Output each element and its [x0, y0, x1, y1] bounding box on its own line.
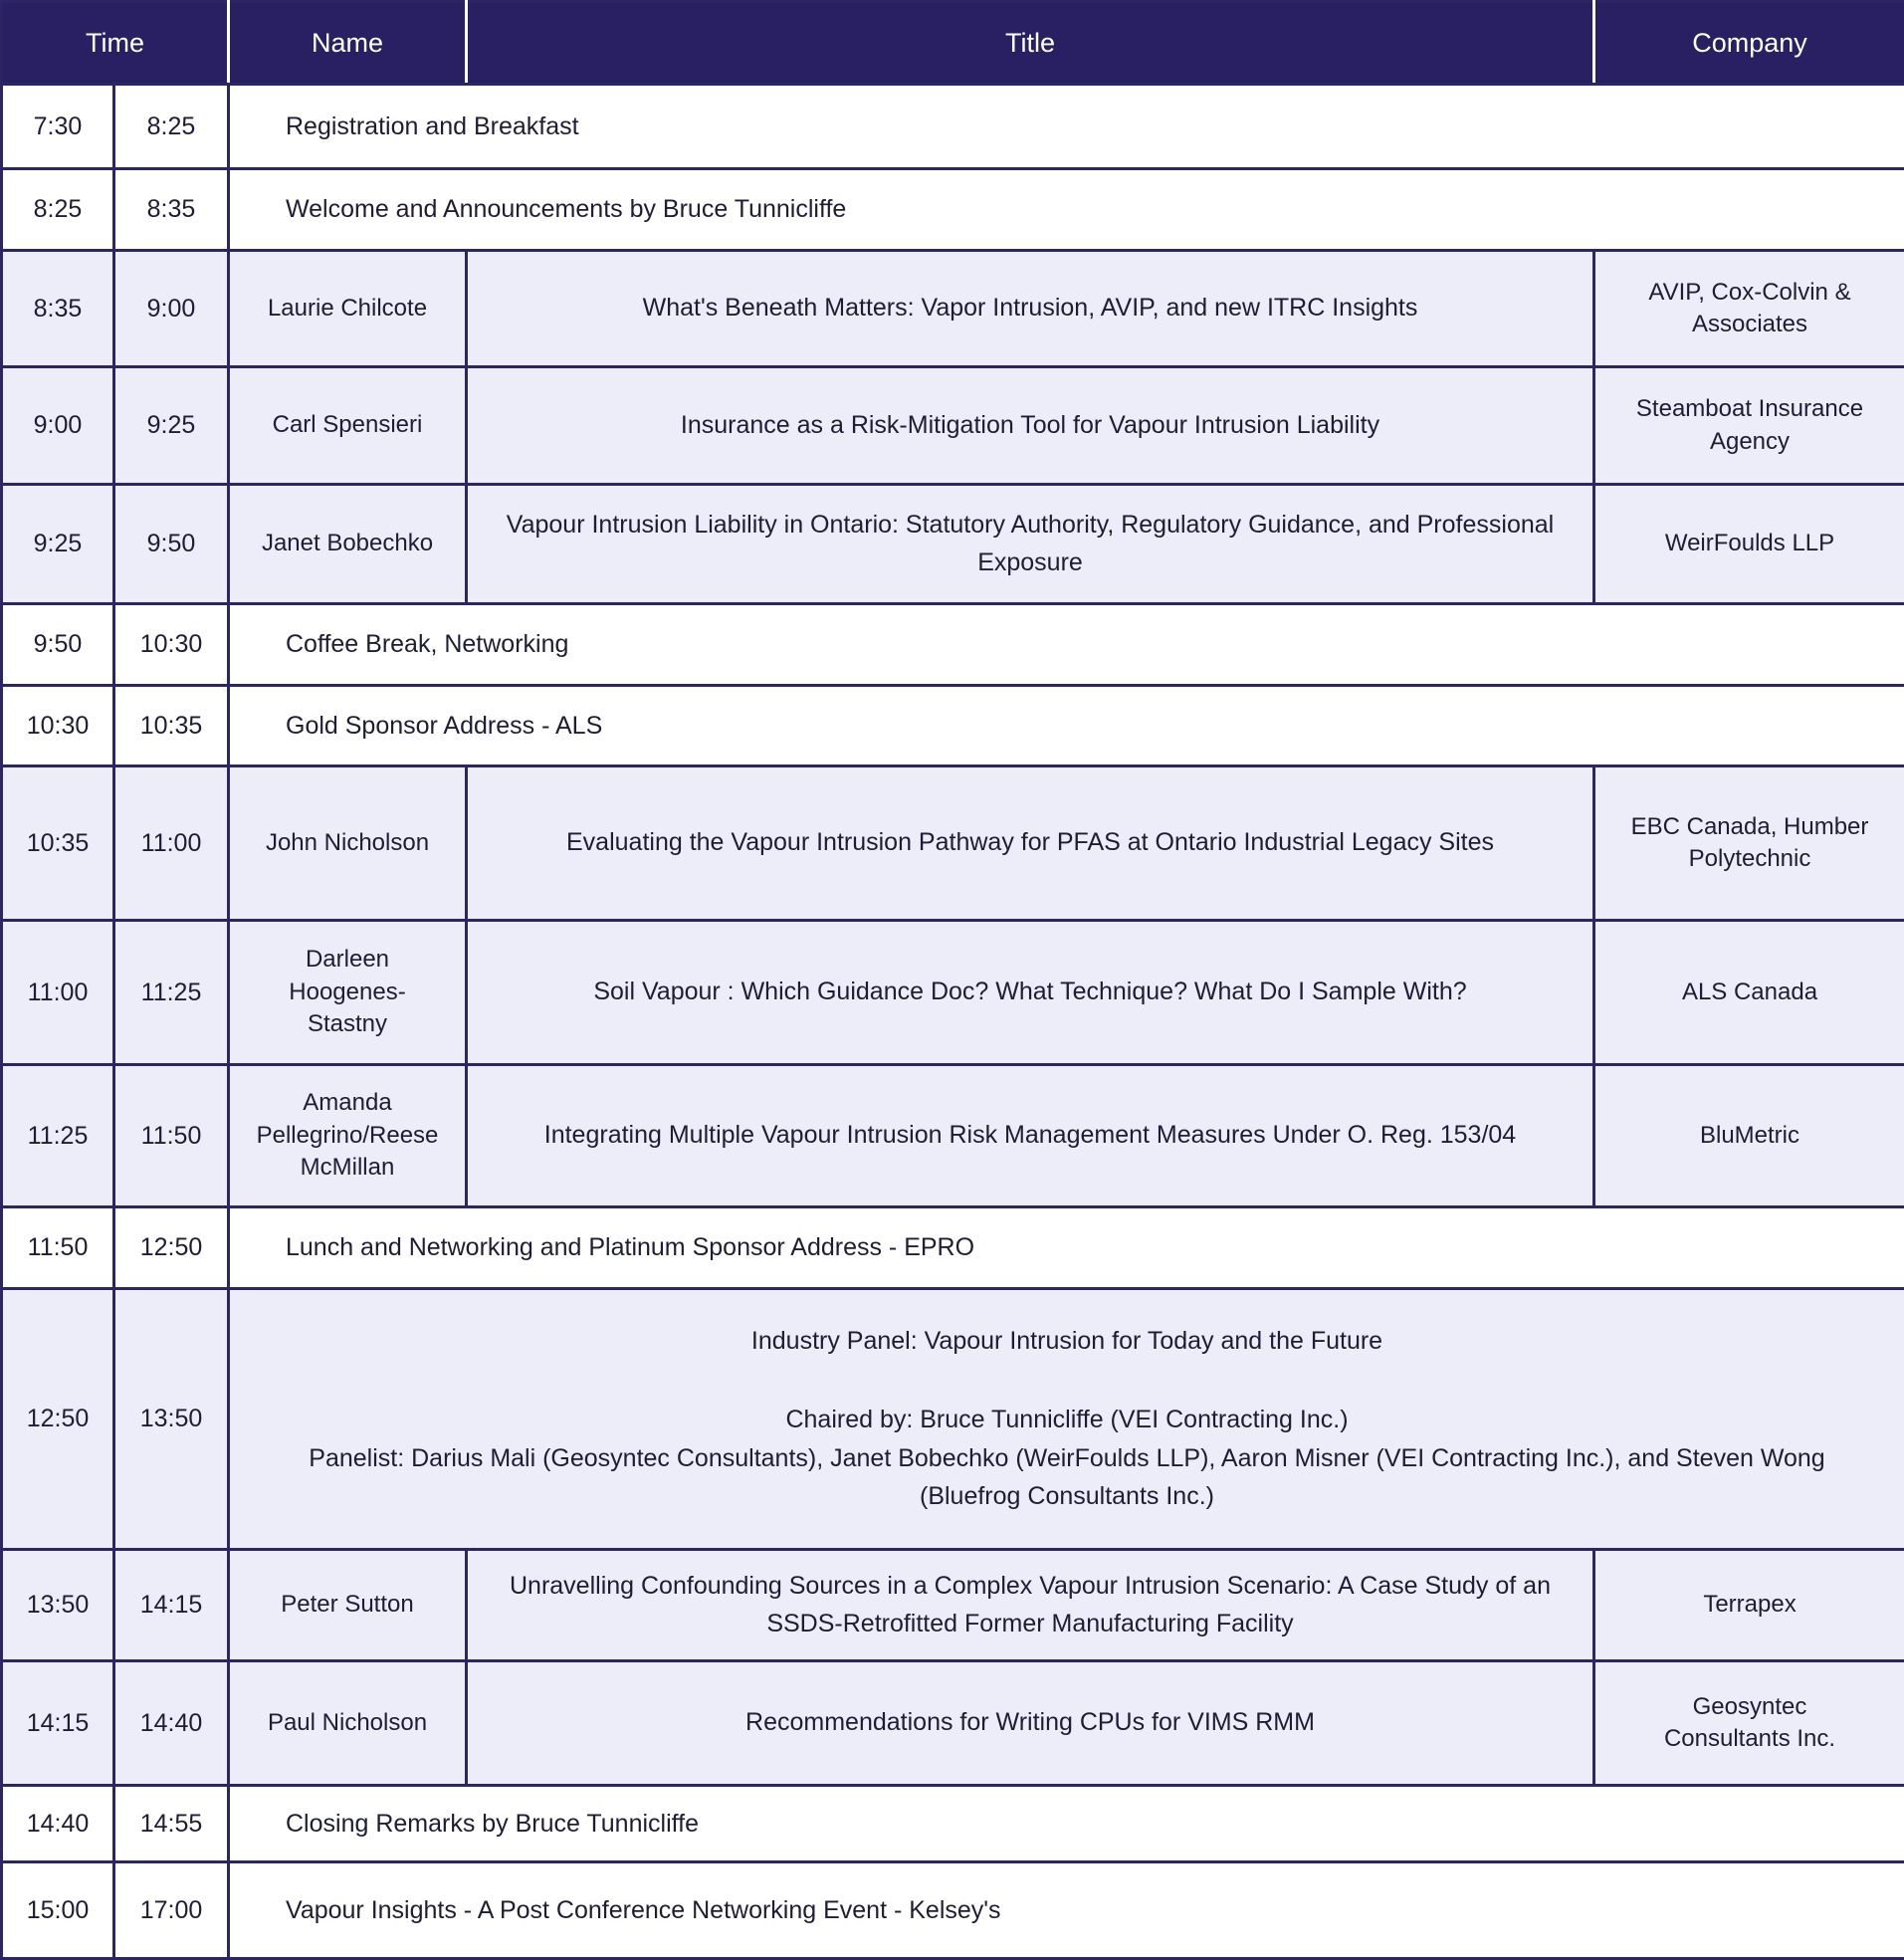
- time-start-cell: 14:40: [2, 1786, 114, 1862]
- event-label-cell: Closing Remarks by Bruce Tunnicliffe: [229, 1786, 1904, 1862]
- agenda-row-session: [2, 1661, 1904, 1786]
- talk-title-cell: Integrating Multiple Vapour Intrusion Risk Management Measures Under O. Reg. 153/04: [467, 1065, 1594, 1207]
- company-cell: ALS Canada: [1594, 921, 1904, 1065]
- speaker-name-cell: Amanda Pellegrino/Reese McMillan: [229, 1065, 467, 1207]
- time-end-cell: 14:55: [114, 1786, 229, 1862]
- time-end-cell: 10:35: [114, 686, 229, 766]
- speaker-name-cell: Janet Bobechko: [229, 485, 467, 604]
- event-label-cell: Welcome and Announcements by Bruce Tunnicliffe: [229, 169, 1904, 251]
- event-label-cell: Vapour Insights - A Post Conference Networking Event - Kelsey's: [229, 1862, 1904, 1959]
- time-start-cell: 8:35: [2, 251, 114, 367]
- time-end-cell: 8:25: [114, 85, 229, 169]
- time-end-cell: 9:50: [114, 485, 229, 604]
- header-title: Title: [467, 2, 1594, 85]
- header-name: Name: [229, 2, 467, 85]
- panel-cell: [229, 1289, 1904, 1550]
- time-start-cell: 11:00: [2, 921, 114, 1065]
- agenda-row-plenary: [2, 1786, 1904, 1862]
- company-cell: Steamboat Insurance Agency: [1594, 367, 1904, 485]
- time-end-cell: 12:50: [114, 1207, 229, 1289]
- agenda-row-session: [2, 766, 1904, 921]
- talk-title-cell: Vapour Intrusion Liability in Ontario: Statutory Authority, Regulatory Guidance, and Professional Exposure: [467, 485, 1594, 604]
- agenda-header-row: [2, 2, 1904, 85]
- talk-title-cell: Soil Vapour : Which Guidance Doc? What Technique? What Do I Sample With?: [467, 921, 1594, 1065]
- panel-panelists: Panelist: Darius Mali (Geosyntec Consultants), Janet Bobechko (WeirFoulds LLP), Aaron Misner (VEI Contracting Inc.), and Steven Wong (Bluefrog Consultants Inc.): [256, 1439, 1878, 1517]
- time-start-cell: 9:00: [2, 367, 114, 485]
- speaker-name-cell: Darleen Hoogenes-Stastny: [229, 921, 467, 1065]
- agenda-row-session: [2, 921, 1904, 1065]
- agenda-row-panel: [2, 1289, 1904, 1550]
- time-start-cell: 13:50: [2, 1550, 114, 1661]
- time-end-cell: 9:00: [114, 251, 229, 367]
- company-cell: WeirFoulds LLP: [1594, 485, 1904, 604]
- time-end-cell: 17:00: [114, 1862, 229, 1959]
- time-end-cell: 14:40: [114, 1661, 229, 1786]
- talk-title-cell: Recommendations for Writing CPUs for VIMS RMM: [467, 1661, 1594, 1786]
- agenda-row-session: [2, 1550, 1904, 1661]
- company-cell: Terrapex: [1594, 1550, 1904, 1661]
- time-start-cell: 12:50: [2, 1289, 114, 1550]
- event-label-cell: Coffee Break, Networking: [229, 604, 1904, 686]
- agenda-row-session: [2, 367, 1904, 485]
- event-label-cell: Registration and Breakfast: [229, 85, 1904, 169]
- time-start-cell: 14:15: [2, 1661, 114, 1786]
- talk-title-cell: Evaluating the Vapour Intrusion Pathway for PFAS at Ontario Industrial Legacy Sites: [467, 766, 1594, 921]
- panel-chair: Chaired by: Bruce Tunnicliffe (VEI Contracting Inc.): [256, 1401, 1878, 1439]
- time-end-cell: 13:50: [114, 1289, 229, 1550]
- time-end-cell: 14:15: [114, 1550, 229, 1661]
- agenda-row-plenary: [2, 686, 1904, 766]
- time-start-cell: 10:30: [2, 686, 114, 766]
- agenda-row-plenary: [2, 1207, 1904, 1289]
- time-start-cell: 15:00: [2, 1862, 114, 1959]
- speaker-name-cell: John Nicholson: [229, 766, 467, 921]
- time-end-cell: 10:30: [114, 604, 229, 686]
- time-end-cell: 11:25: [114, 921, 229, 1065]
- agenda-row-session: [2, 1065, 1904, 1207]
- speaker-name-cell: Laurie Chilcote: [229, 251, 467, 367]
- time-start-cell: 11:25: [2, 1065, 114, 1207]
- time-end-cell: 11:00: [114, 766, 229, 921]
- event-label-cell: Lunch and Networking and Platinum Sponsor Address - EPRO: [229, 1207, 1904, 1289]
- agenda-row-session: [2, 485, 1904, 604]
- company-cell: Geosyntec Consultants Inc.: [1594, 1661, 1904, 1786]
- agenda-row-plenary: [2, 1862, 1904, 1959]
- talk-title-cell: What's Beneath Matters: Vapor Intrusion, AVIP, and new ITRC Insights: [467, 251, 1594, 367]
- header-company: Company: [1594, 2, 1904, 85]
- speaker-name-cell: Paul Nicholson: [229, 1661, 467, 1786]
- company-cell: BluMetric: [1594, 1065, 1904, 1207]
- time-start-cell: 7:30: [2, 85, 114, 169]
- talk-title-cell: Insurance as a Risk-Mitigation Tool for Vapour Intrusion Liability: [467, 367, 1594, 485]
- time-start-cell: 9:50: [2, 604, 114, 686]
- event-label-cell: Gold Sponsor Address - ALS: [229, 686, 1904, 766]
- company-cell: AVIP, Cox-Colvin & Associates: [1594, 251, 1904, 367]
- header-time: Time: [2, 2, 229, 85]
- speaker-name-cell: Carl Spensieri: [229, 367, 467, 485]
- time-start-cell: 10:35: [2, 766, 114, 921]
- agenda-row-session: [2, 251, 1904, 367]
- time-start-cell: 11:50: [2, 1207, 114, 1289]
- agenda-row-plenary: [2, 604, 1904, 686]
- agenda-row-plenary: [2, 169, 1904, 251]
- time-start-cell: 9:25: [2, 485, 114, 604]
- time-end-cell: 9:25: [114, 367, 229, 485]
- company-cell: EBC Canada, Humber Polytechnic: [1594, 766, 1904, 921]
- time-end-cell: 8:35: [114, 169, 229, 251]
- time-start-cell: 8:25: [2, 169, 114, 251]
- talk-title-cell: Unravelling Confounding Sources in a Complex Vapour Intrusion Scenario: A Case Study of an SSDS-Retrofitted Former Manufacturing Facility: [467, 1550, 1594, 1661]
- speaker-name-cell: Peter Sutton: [229, 1550, 467, 1661]
- panel-title: Industry Panel: Vapour Intrusion for Today and the Future: [256, 1322, 1878, 1361]
- agenda-row-plenary: [2, 85, 1904, 169]
- time-end-cell: 11:50: [114, 1065, 229, 1207]
